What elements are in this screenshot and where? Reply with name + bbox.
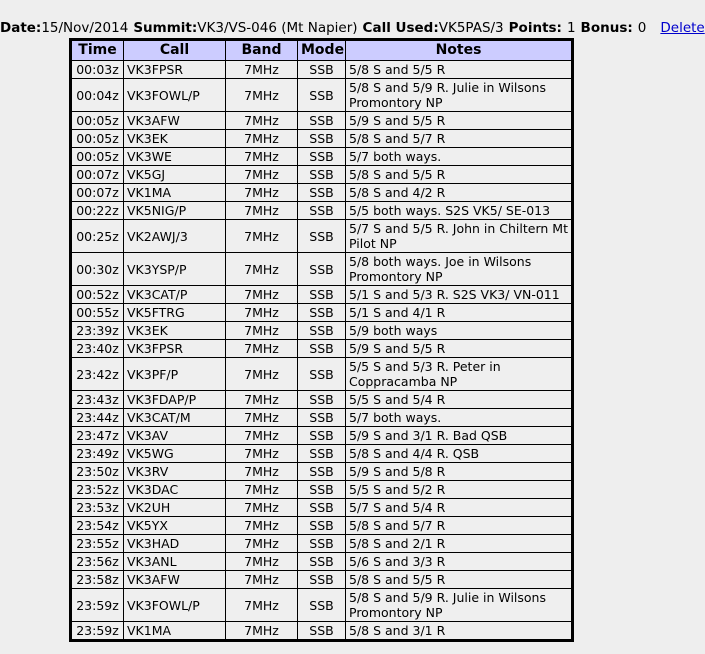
- qso-notes: 5/5 S and 5/4 R: [346, 391, 573, 409]
- qso-notes: 5/7 S and 5/5 R. John in Chiltern Mt Pilot NP: [346, 220, 573, 253]
- qso-band: 7MHz: [226, 553, 298, 571]
- table-row: [71, 445, 573, 463]
- qso-notes: 5/8 S and 2/1 R: [346, 535, 573, 553]
- delete-link[interactable]: Delete: [660, 20, 705, 36]
- qso-band: 7MHz: [226, 622, 298, 641]
- points-label: Points:: [508, 20, 562, 36]
- qso-mode: SSB: [298, 553, 346, 571]
- qso-mode: SSB: [298, 340, 346, 358]
- qso-mode: SSB: [298, 112, 346, 130]
- qso-time: 23:55z: [71, 535, 124, 553]
- qso-band: 7MHz: [226, 571, 298, 589]
- qso-mode: SSB: [298, 571, 346, 589]
- qso-mode: SSB: [298, 304, 346, 322]
- qso-mode: SSB: [298, 79, 346, 112]
- qso-call: VK5WG: [124, 445, 226, 463]
- qso-time: 23:59z: [71, 589, 124, 622]
- qso-notes: 5/7 S and 5/4 R: [346, 499, 573, 517]
- call-used-label: Call Used:: [362, 20, 439, 36]
- table-row: [71, 427, 573, 445]
- qso-mode: SSB: [298, 517, 346, 535]
- qso-time: 23:43z: [71, 391, 124, 409]
- qso-time: 00:52z: [71, 286, 124, 304]
- qso-mode: SSB: [298, 166, 346, 184]
- qso-call: VK3PF/P: [124, 358, 226, 391]
- qso-time: 00:22z: [71, 202, 124, 220]
- qso-band: 7MHz: [226, 130, 298, 148]
- qso-call: VK3AFW: [124, 112, 226, 130]
- qso-band: 7MHz: [226, 322, 298, 340]
- qso-time: 00:04z: [71, 79, 124, 112]
- qso-notes: 5/5 S and 5/2 R: [346, 481, 573, 499]
- log-table-container: [69, 38, 574, 642]
- qso-notes: 5/8 both ways. Joe in Wilsons Promontory NP: [346, 253, 573, 286]
- points-value: 1: [566, 20, 576, 36]
- qso-time: 00:07z: [71, 166, 124, 184]
- qso-time: 23:59z: [71, 622, 124, 641]
- qso-notes: 5/8 S and 5/7 R: [346, 517, 573, 535]
- qso-notes: 5/5 S and 5/3 R. Peter in Coppracamba NP: [346, 358, 573, 391]
- qso-call: VK3FOWL/P: [124, 79, 226, 112]
- table-row: [71, 286, 573, 304]
- qso-band: 7MHz: [226, 481, 298, 499]
- summit-value: VK3/VS-046 (Mt Napier): [197, 20, 358, 36]
- qso-mode: SSB: [298, 220, 346, 253]
- qso-mode: SSB: [298, 322, 346, 340]
- column-header-time: Time: [71, 40, 124, 61]
- table-row: [71, 391, 573, 409]
- qso-mode: SSB: [298, 622, 346, 641]
- qso-notes: 5/7 both ways.: [346, 409, 573, 427]
- qso-notes: 5/9 both ways: [346, 322, 573, 340]
- qso-time: 23:56z: [71, 553, 124, 571]
- qso-mode: SSB: [298, 358, 346, 391]
- qso-band: 7MHz: [226, 499, 298, 517]
- qso-mode: SSB: [298, 445, 346, 463]
- qso-call: VK3FOWL/P: [124, 589, 226, 622]
- qso-band: 7MHz: [226, 61, 298, 79]
- qso-time: 00:03z: [71, 61, 124, 79]
- qso-notes: 5/8 S and 5/7 R: [346, 130, 573, 148]
- qso-notes: 5/8 S and 3/1 R: [346, 622, 573, 641]
- qso-notes: 5/7 both ways.: [346, 148, 573, 166]
- table-row: [71, 589, 573, 622]
- qso-notes: 5/1 S and 4/1 R: [346, 304, 573, 322]
- qso-mode: SSB: [298, 589, 346, 622]
- bonus-label: Bonus:: [580, 20, 633, 36]
- qso-band: 7MHz: [226, 517, 298, 535]
- qso-call: VK3CAT/M: [124, 409, 226, 427]
- qso-call: VK3FPSR: [124, 340, 226, 358]
- qso-call: VK3YSP/P: [124, 253, 226, 286]
- qso-call: VK1MA: [124, 622, 226, 641]
- activation-log-table: [69, 38, 574, 642]
- summit-label: Summit:: [133, 20, 198, 36]
- qso-mode: SSB: [298, 427, 346, 445]
- activation-summary: [0, 18, 705, 38]
- table-row: [71, 553, 573, 571]
- qso-band: 7MHz: [226, 427, 298, 445]
- qso-call: VK2UH: [124, 499, 226, 517]
- qso-band: 7MHz: [226, 220, 298, 253]
- table-row: [71, 112, 573, 130]
- qso-notes: 5/8 S and 4/2 R: [346, 184, 573, 202]
- qso-band: 7MHz: [226, 409, 298, 427]
- qso-time: 00:05z: [71, 130, 124, 148]
- qso-mode: SSB: [298, 463, 346, 481]
- qso-call: VK3FDAP/P: [124, 391, 226, 409]
- column-header-band: Band: [226, 40, 298, 61]
- qso-notes: 5/8 S and 5/9 R. Julie in Wilsons Promontory NP: [346, 79, 573, 112]
- qso-mode: SSB: [298, 61, 346, 79]
- qso-time: 00:25z: [71, 220, 124, 253]
- qso-time: 00:30z: [71, 253, 124, 286]
- table-row: [71, 148, 573, 166]
- qso-time: 23:40z: [71, 340, 124, 358]
- qso-mode: SSB: [298, 184, 346, 202]
- qso-call: VK3AV: [124, 427, 226, 445]
- qso-call: VK5NIG/P: [124, 202, 226, 220]
- qso-notes: 5/1 S and 5/3 R. S2S VK3/ VN-011: [346, 286, 573, 304]
- table-row: [71, 571, 573, 589]
- qso-call: VK3RV: [124, 463, 226, 481]
- qso-time: 00:05z: [71, 148, 124, 166]
- date-label: Date:: [0, 20, 42, 36]
- table-row: [71, 184, 573, 202]
- call-used-value: VK5PAS/3: [438, 20, 504, 36]
- qso-call: VK2AWJ/3: [124, 220, 226, 253]
- qso-call: VK3CAT/P: [124, 286, 226, 304]
- qso-notes: 5/8 S and 5/5 R: [346, 571, 573, 589]
- qso-time: 23:44z: [71, 409, 124, 427]
- qso-mode: SSB: [298, 409, 346, 427]
- table-row: [71, 166, 573, 184]
- qso-call: VK3EK: [124, 130, 226, 148]
- qso-call: VK5YX: [124, 517, 226, 535]
- qso-notes: 5/8 S and 5/5 R: [346, 166, 573, 184]
- qso-mode: SSB: [298, 535, 346, 553]
- qso-band: 7MHz: [226, 463, 298, 481]
- qso-notes: 5/9 S and 5/5 R: [346, 112, 573, 130]
- qso-notes: 5/9 S and 5/8 R: [346, 463, 573, 481]
- qso-time: 23:47z: [71, 427, 124, 445]
- qso-time: 00:55z: [71, 304, 124, 322]
- qso-time: 23:52z: [71, 481, 124, 499]
- qso-notes: 5/8 S and 5/5 R: [346, 61, 573, 79]
- qso-time: 23:54z: [71, 517, 124, 535]
- qso-band: 7MHz: [226, 445, 298, 463]
- qso-notes: 5/5 both ways. S2S VK5/ SE-013: [346, 202, 573, 220]
- table-row: [71, 61, 573, 79]
- qso-time: 23:39z: [71, 322, 124, 340]
- table-row: [71, 463, 573, 481]
- table-row: [71, 202, 573, 220]
- qso-band: 7MHz: [226, 391, 298, 409]
- qso-call: VK1MA: [124, 184, 226, 202]
- qso-mode: SSB: [298, 253, 346, 286]
- table-row: [71, 481, 573, 499]
- qso-mode: SSB: [298, 499, 346, 517]
- qso-mode: SSB: [298, 148, 346, 166]
- column-header-mode: Mode: [298, 40, 346, 61]
- qso-call: VK3EK: [124, 322, 226, 340]
- qso-band: 7MHz: [226, 340, 298, 358]
- qso-call: VK5FTRG: [124, 304, 226, 322]
- bonus-value: 0: [637, 20, 647, 36]
- qso-notes: 5/8 S and 4/4 R. QSB: [346, 445, 573, 463]
- qso-notes: 5/6 S and 3/3 R: [346, 553, 573, 571]
- qso-call: VK3FPSR: [124, 61, 226, 79]
- qso-band: 7MHz: [226, 148, 298, 166]
- qso-band: 7MHz: [226, 535, 298, 553]
- qso-mode: SSB: [298, 130, 346, 148]
- qso-mode: SSB: [298, 202, 346, 220]
- table-header-row: [71, 40, 573, 61]
- qso-band: 7MHz: [226, 253, 298, 286]
- qso-mode: SSB: [298, 481, 346, 499]
- column-header-notes: Notes: [346, 40, 573, 61]
- table-row: [71, 304, 573, 322]
- qso-time: 23:50z: [71, 463, 124, 481]
- qso-call: VK3WE: [124, 148, 226, 166]
- qso-notes: 5/9 S and 5/5 R: [346, 340, 573, 358]
- qso-call: VK3ANL: [124, 553, 226, 571]
- qso-mode: SSB: [298, 286, 346, 304]
- table-row: [71, 340, 573, 358]
- table-row: [71, 622, 573, 641]
- table-row: [71, 79, 573, 112]
- column-header-call: Call: [124, 40, 226, 61]
- table-row: [71, 220, 573, 253]
- table-body: [71, 61, 573, 641]
- qso-call: VK3AFW: [124, 571, 226, 589]
- qso-call: VK5GJ: [124, 166, 226, 184]
- table-row: [71, 409, 573, 427]
- table-row: [71, 358, 573, 391]
- qso-band: 7MHz: [226, 79, 298, 112]
- qso-time: 00:07z: [71, 184, 124, 202]
- qso-time: 23:42z: [71, 358, 124, 391]
- qso-band: 7MHz: [226, 112, 298, 130]
- table-row: [71, 517, 573, 535]
- qso-time: 23:49z: [71, 445, 124, 463]
- table-row: [71, 130, 573, 148]
- qso-call: VK3DAC: [124, 481, 226, 499]
- qso-band: 7MHz: [226, 286, 298, 304]
- date-value: 15/Nov/2014: [41, 20, 129, 36]
- qso-band: 7MHz: [226, 358, 298, 391]
- table-row: [71, 499, 573, 517]
- qso-call: VK3HAD: [124, 535, 226, 553]
- table-row: [71, 322, 573, 340]
- table-row: [71, 253, 573, 286]
- qso-time: 23:58z: [71, 571, 124, 589]
- qso-notes: 5/8 S and 5/9 R. Julie in Wilsons Promontory NP: [346, 589, 573, 622]
- qso-time: 23:53z: [71, 499, 124, 517]
- qso-band: 7MHz: [226, 166, 298, 184]
- table-row: [71, 535, 573, 553]
- qso-notes: 5/9 S and 3/1 R. Bad QSB: [346, 427, 573, 445]
- qso-band: 7MHz: [226, 304, 298, 322]
- qso-band: 7MHz: [226, 184, 298, 202]
- qso-time: 00:05z: [71, 112, 124, 130]
- qso-band: 7MHz: [226, 202, 298, 220]
- qso-band: 7MHz: [226, 589, 298, 622]
- qso-mode: SSB: [298, 391, 346, 409]
